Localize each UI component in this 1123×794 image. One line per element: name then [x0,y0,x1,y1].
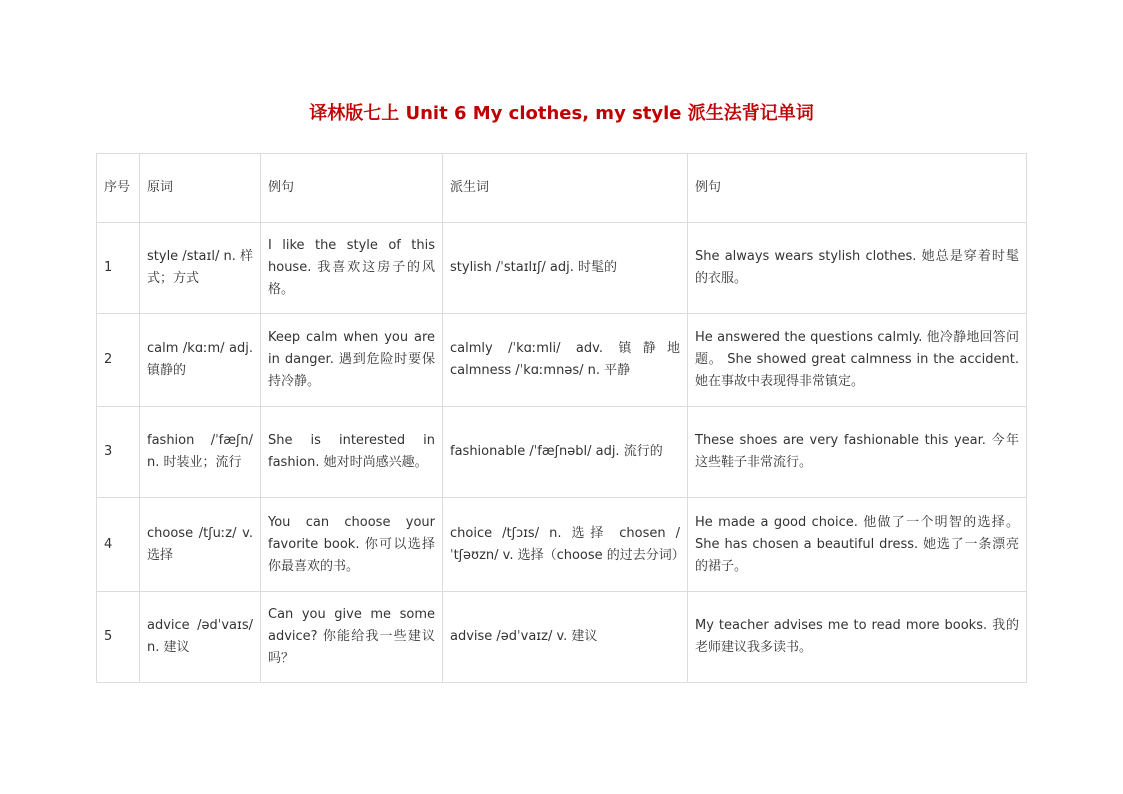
word-cell: advice /ədˈvaɪs/ n. 建议 [140,592,261,683]
vocabulary-table [96,153,1027,683]
header-cell-derived-example: 例句 [688,154,1027,223]
derived-example-cell: She always wears stylish clothes. 她总是穿着时髦的衣服。 [688,223,1027,314]
table-row [97,498,1027,592]
table-row [97,223,1027,314]
example-cell: You can choose your favorite book. 你可以选择你最喜欢的书。 [261,498,443,592]
word-cell: calm /kɑːm/ adj. 镇静的 [140,314,261,407]
table-row [97,592,1027,683]
table-header-row [97,154,1027,223]
row-number: 1 [97,223,140,314]
derived-example-cell: He answered the questions calmly. 他冷静地回答问题。 She showed great calmness in the accident. 她在事故中表现得非常镇定。 [688,314,1027,407]
example-cell: She is interested in fashion. 她对时尚感兴趣。 [261,407,443,498]
derived-example-cell: He made a good choice. 他做了一个明智的选择。 She has chosen a beautiful dress. 她选了一条漂亮的裙子。 [688,498,1027,592]
row-number: 3 [97,407,140,498]
derived-cell: advise /ədˈvaɪz/ v. 建议 [443,592,688,683]
derived-cell: choice /tʃɔɪs/ n. 选择 chosen /ˈtʃəʊzn/ v. 选择（choose 的过去分词） [443,498,688,592]
table-row [97,314,1027,407]
table-row [97,407,1027,498]
derived-example-cell: These shoes are very fashionable this year. 今年这些鞋子非常流行。 [688,407,1027,498]
word-cell: fashion /ˈfæʃn/ n. 时装业；流行 [140,407,261,498]
row-number: 5 [97,592,140,683]
word-cell: style /staɪl/ n. 样式；方式 [140,223,261,314]
word-cell: choose /tʃuːz/ v. 选择 [140,498,261,592]
header-cell-number: 序号 [97,154,140,223]
header-cell-example: 例句 [261,154,443,223]
row-number: 4 [97,498,140,592]
example-cell: I like the style of this house. 我喜欢这房子的风格。 [261,223,443,314]
header-cell-derived: 派生词 [443,154,688,223]
example-cell: Keep calm when you are in danger. 遇到危险时要保持冷静。 [261,314,443,407]
page-title: 译林版七上 Unit 6 My clothes, my style 派生法背记单词 [309,103,814,124]
example-cell: Can you give me some advice? 你能给我一些建议吗？ [261,592,443,683]
header-cell-word: 原词 [140,154,261,223]
row-number: 2 [97,314,140,407]
derived-cell: calmly /ˈkɑːmli/ adv. 镇静地 calmness /ˈkɑːmnəs/ n. 平静 [443,314,688,407]
derived-cell: fashionable /ˈfæʃnəbl/ adj. 流行的 [443,407,688,498]
derived-example-cell: My teacher advises me to read more books. 我的老师建议我多读书。 [688,592,1027,683]
derived-cell: stylish /ˈstaɪlɪʃ/ adj. 时髦的 [443,223,688,314]
